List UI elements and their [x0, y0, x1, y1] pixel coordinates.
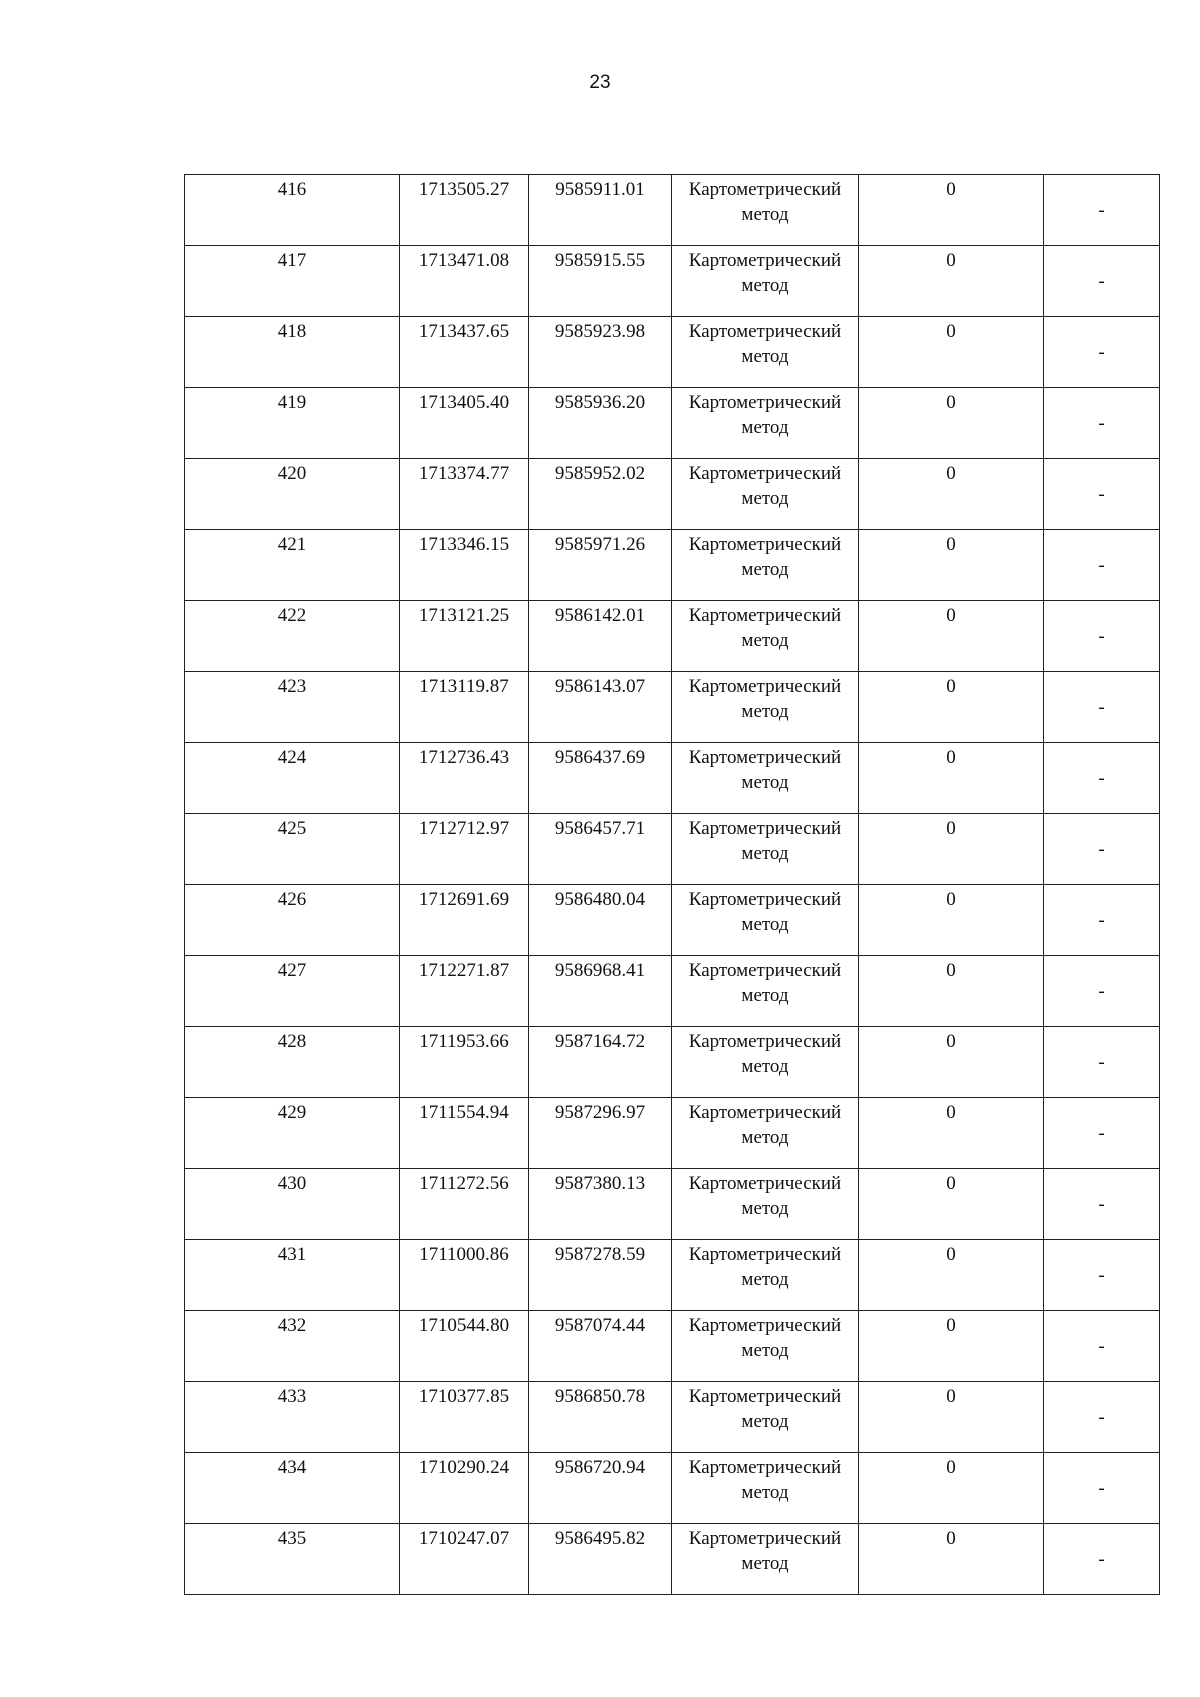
table-row — [185, 1240, 1160, 1311]
x-coordinate-cell: 1713374.77 — [400, 459, 529, 530]
note-cell: - — [1044, 317, 1160, 388]
point-number-cell: 430 — [185, 1169, 400, 1240]
x-coordinate-cell: 1712712.97 — [400, 814, 529, 885]
error-cell: 0 — [859, 1382, 1044, 1453]
table-row — [185, 1524, 1160, 1595]
error-cell: 0 — [859, 459, 1044, 530]
x-coordinate-cell: 1713121.25 — [400, 601, 529, 672]
note-cell: - — [1044, 885, 1160, 956]
point-number-cell: 426 — [185, 885, 400, 956]
error-cell: 0 — [859, 672, 1044, 743]
note-cell: - — [1044, 1524, 1160, 1595]
y-coordinate-cell: 9585936.20 — [529, 388, 672, 459]
y-coordinate-cell: 9586437.69 — [529, 743, 672, 814]
error-cell: 0 — [859, 1098, 1044, 1169]
y-coordinate-cell: 9585971.26 — [529, 530, 672, 601]
x-coordinate-cell: 1711000.86 — [400, 1240, 529, 1311]
point-number-cell: 420 — [185, 459, 400, 530]
method-cell: Картометрический метод — [672, 601, 859, 672]
error-cell: 0 — [859, 175, 1044, 246]
method-cell: Картометрический метод — [672, 814, 859, 885]
method-cell: Картометрический метод — [672, 246, 859, 317]
note-cell: - — [1044, 672, 1160, 743]
y-coordinate-cell: 9586850.78 — [529, 1382, 672, 1453]
y-coordinate-cell: 9587296.97 — [529, 1098, 672, 1169]
y-coordinate-cell: 9585952.02 — [529, 459, 672, 530]
y-coordinate-cell: 9585923.98 — [529, 317, 672, 388]
error-cell: 0 — [859, 1240, 1044, 1311]
error-cell: 0 — [859, 1524, 1044, 1595]
note-cell: - — [1044, 1098, 1160, 1169]
point-number-cell: 419 — [185, 388, 400, 459]
error-cell: 0 — [859, 317, 1044, 388]
error-cell: 0 — [859, 1453, 1044, 1524]
x-coordinate-cell: 1713437.65 — [400, 317, 529, 388]
y-coordinate-cell: 9587278.59 — [529, 1240, 672, 1311]
y-coordinate-cell: 9586480.04 — [529, 885, 672, 956]
method-cell: Картометрический метод — [672, 1311, 859, 1382]
table-row — [185, 246, 1160, 317]
note-cell: - — [1044, 388, 1160, 459]
point-number-cell: 423 — [185, 672, 400, 743]
method-cell: Картометрический метод — [672, 317, 859, 388]
y-coordinate-cell: 9586457.71 — [529, 814, 672, 885]
note-cell: - — [1044, 175, 1160, 246]
error-cell: 0 — [859, 530, 1044, 601]
point-number-cell: 433 — [185, 1382, 400, 1453]
point-number-cell: 427 — [185, 956, 400, 1027]
error-cell: 0 — [859, 1027, 1044, 1098]
method-cell: Картометрический метод — [672, 885, 859, 956]
table-row — [185, 814, 1160, 885]
error-cell: 0 — [859, 388, 1044, 459]
error-cell: 0 — [859, 601, 1044, 672]
method-cell: Картометрический метод — [672, 1027, 859, 1098]
error-cell: 0 — [859, 885, 1044, 956]
method-cell: Картометрический метод — [672, 956, 859, 1027]
y-coordinate-cell: 9586968.41 — [529, 956, 672, 1027]
x-coordinate-cell: 1712691.69 — [400, 885, 529, 956]
y-coordinate-cell: 9586495.82 — [529, 1524, 672, 1595]
table-row — [185, 175, 1160, 246]
x-coordinate-cell: 1712736.43 — [400, 743, 529, 814]
table-row — [185, 672, 1160, 743]
x-coordinate-cell: 1711953.66 — [400, 1027, 529, 1098]
x-coordinate-cell: 1710290.24 — [400, 1453, 529, 1524]
point-number-cell: 417 — [185, 246, 400, 317]
point-number-cell: 431 — [185, 1240, 400, 1311]
method-cell: Картометрический метод — [672, 743, 859, 814]
y-coordinate-cell: 9586142.01 — [529, 601, 672, 672]
x-coordinate-cell: 1713119.87 — [400, 672, 529, 743]
table-row — [185, 530, 1160, 601]
method-cell: Картометрический метод — [672, 530, 859, 601]
point-number-cell: 429 — [185, 1098, 400, 1169]
note-cell: - — [1044, 956, 1160, 1027]
coordinates-table — [184, 174, 1160, 1595]
error-cell: 0 — [859, 814, 1044, 885]
y-coordinate-cell: 9587380.13 — [529, 1169, 672, 1240]
table-row — [185, 1098, 1160, 1169]
note-cell: - — [1044, 530, 1160, 601]
note-cell: - — [1044, 1453, 1160, 1524]
error-cell: 0 — [859, 956, 1044, 1027]
note-cell: - — [1044, 246, 1160, 317]
method-cell: Картометрический метод — [672, 672, 859, 743]
table-row — [185, 1311, 1160, 1382]
point-number-cell: 425 — [185, 814, 400, 885]
point-number-cell: 424 — [185, 743, 400, 814]
y-coordinate-cell: 9586720.94 — [529, 1453, 672, 1524]
note-cell: - — [1044, 1382, 1160, 1453]
x-coordinate-cell: 1713405.40 — [400, 388, 529, 459]
x-coordinate-cell: 1713346.15 — [400, 530, 529, 601]
point-number-cell: 432 — [185, 1311, 400, 1382]
table-row — [185, 885, 1160, 956]
x-coordinate-cell: 1711554.94 — [400, 1098, 529, 1169]
point-number-cell: 418 — [185, 317, 400, 388]
point-number-cell: 428 — [185, 1027, 400, 1098]
method-cell: Картометрический метод — [672, 459, 859, 530]
y-coordinate-cell: 9586143.07 — [529, 672, 672, 743]
table-row — [185, 1027, 1160, 1098]
x-coordinate-cell: 1713505.27 — [400, 175, 529, 246]
note-cell: - — [1044, 601, 1160, 672]
error-cell: 0 — [859, 1311, 1044, 1382]
x-coordinate-cell: 1710377.85 — [400, 1382, 529, 1453]
point-number-cell: 434 — [185, 1453, 400, 1524]
point-number-cell: 435 — [185, 1524, 400, 1595]
method-cell: Картометрический метод — [672, 1453, 859, 1524]
table-row — [185, 459, 1160, 530]
method-cell: Картометрический метод — [672, 175, 859, 246]
y-coordinate-cell: 9587164.72 — [529, 1027, 672, 1098]
y-coordinate-cell: 9585911.01 — [529, 175, 672, 246]
error-cell: 0 — [859, 743, 1044, 814]
note-cell: - — [1044, 743, 1160, 814]
x-coordinate-cell: 1710544.80 — [400, 1311, 529, 1382]
coordinates-table-body — [185, 175, 1160, 1595]
table-row — [185, 743, 1160, 814]
point-number-cell: 416 — [185, 175, 400, 246]
point-number-cell: 422 — [185, 601, 400, 672]
table-row — [185, 317, 1160, 388]
table-row — [185, 956, 1160, 1027]
note-cell: - — [1044, 459, 1160, 530]
point-number-cell: 421 — [185, 530, 400, 601]
method-cell: Картометрический метод — [672, 1098, 859, 1169]
x-coordinate-cell: 1712271.87 — [400, 956, 529, 1027]
table-row — [185, 1382, 1160, 1453]
table-row — [185, 601, 1160, 672]
error-cell: 0 — [859, 246, 1044, 317]
x-coordinate-cell: 1711272.56 — [400, 1169, 529, 1240]
table-row — [185, 388, 1160, 459]
method-cell: Картометрический метод — [672, 1169, 859, 1240]
page-number: 23 — [589, 72, 611, 93]
method-cell: Картометрический метод — [672, 1524, 859, 1595]
note-cell: - — [1044, 1240, 1160, 1311]
method-cell: Картометрический метод — [672, 388, 859, 459]
note-cell: - — [1044, 1311, 1160, 1382]
y-coordinate-cell: 9585915.55 — [529, 246, 672, 317]
error-cell: 0 — [859, 1169, 1044, 1240]
x-coordinate-cell: 1713471.08 — [400, 246, 529, 317]
y-coordinate-cell: 9587074.44 — [529, 1311, 672, 1382]
note-cell: - — [1044, 1027, 1160, 1098]
method-cell: Картометрический метод — [672, 1382, 859, 1453]
table-row — [185, 1169, 1160, 1240]
note-cell: - — [1044, 1169, 1160, 1240]
x-coordinate-cell: 1710247.07 — [400, 1524, 529, 1595]
method-cell: Картометрический метод — [672, 1240, 859, 1311]
table-row — [185, 1453, 1160, 1524]
note-cell: - — [1044, 814, 1160, 885]
